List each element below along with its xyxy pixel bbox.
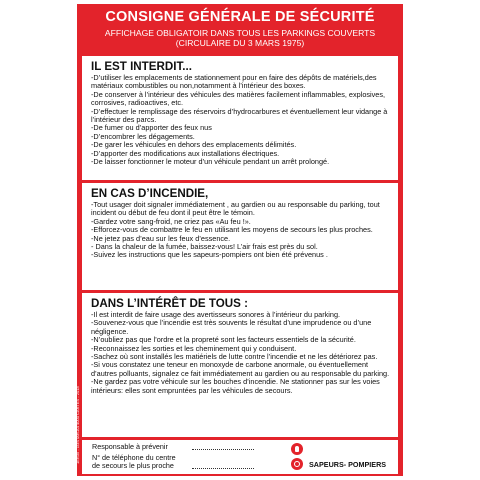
list-item: -De fumer ou d’apporter des feux nus	[91, 123, 212, 133]
list-item: -D’apporter des modifications aux installations électriques.	[91, 148, 280, 158]
footer-panel	[82, 440, 398, 474]
section-incendie-heading: EN CAS D’INCENDIE,	[91, 187, 209, 200]
phone-label-line-2: de secours le plus proche	[92, 461, 174, 470]
list-item: -Si vous constatez une teneur en monoxyde de carbone anormale, ou éventuellement	[91, 360, 369, 370]
list-item: -De laisser fonctionner le moteur d’un véhicule pendant un arrêt prolongé.	[91, 157, 330, 167]
list-item: -Gardez votre sang-froid, ne criez pas «Au feu !».	[91, 216, 251, 226]
phone-row	[92, 454, 272, 470]
list-item: -Ne jetez pas d’eau sur les feux d’essence.	[91, 233, 231, 243]
responsable-dotted-line	[192, 449, 254, 450]
sapeurs-pompiers-label: SAPEURS- POMPIERS	[309, 460, 387, 469]
list-item: -De garer les véhicules en dehors des emplacements délimités.	[91, 140, 297, 150]
list-item: d’autres polluants, signalez ce fait immédiatement au gardien ou au responsable du parking.	[91, 368, 390, 378]
phone-icon	[291, 458, 303, 470]
sign-subtitle	[77, 28, 403, 48]
list-item: -De conserver à l’intérieur des véhicules des matières facilement inflammables, explosives, corrosives, radioactives, etc.	[91, 89, 386, 108]
section-interdit-heading: IL EST INTERDIT...	[91, 60, 192, 73]
list-item: -D’effectuer le remplissage des réservoirs d’hydrocarbures et éventuellement leur vidange à l’intérieur des parcs.	[91, 106, 388, 125]
section-interet-heading: DANS L’INTÉRÊT DE TOUS :	[91, 297, 248, 310]
list-item: -Suivez les instructions que les sapeurs-pompiers ont bien été prévenus .	[91, 250, 328, 260]
subtitle-line-1: AFFICHAGE OBLIGATOIR DANS TOUS LES PARKINGS COUVERTS	[104, 28, 376, 38]
phone-dotted-line	[192, 468, 254, 469]
side-reference-label: 1ER35 - 1/3STAR-A4 4000 CARTES - 2018	[75, 386, 80, 464]
section-interdit-list	[91, 74, 392, 166]
phone-label-line-1: N° de téléphone du centre	[92, 453, 176, 462]
list-item: -Tout usager doit signaler immédiatement , au gardien ou au responsable du parking, tout incident ou début de feu dont il peut être le témoin.	[91, 200, 380, 218]
subtitle-line-2: (CIRCULAIRE DU 3 MARS 1975)	[175, 38, 305, 48]
responsable-label: Responsable à prévenir	[92, 442, 168, 451]
section-incendie-list	[91, 201, 392, 260]
sign-title: CONSIGNE GÉNÉRALE DE SÉCURITÉ	[105, 9, 375, 25]
list-item: - Dans la chaleur de la fumée, baissez-vous! L’air frais est près du sol.	[91, 242, 318, 252]
list-item: -D’encombrer les dégagements.	[91, 131, 195, 141]
section-incendie	[82, 183, 398, 290]
footer-fields	[92, 443, 272, 470]
responsable-row	[92, 443, 272, 451]
list-item: -Efforcez-vous de combattre le feu en utilisant les moyens de secours les plus proches.	[91, 225, 373, 235]
section-interet	[82, 293, 398, 437]
list-item: -Sachez où sont installés les matiériels de lutte contre l’incendie et ne les détériorez pas.	[91, 352, 378, 362]
list-item: -Ne gardez pas votre véhicule sur les bouches d’incendie. Ne stationner pas sur les voies intérieurs: elles sont empruntées par les véhicules de secours.	[91, 377, 380, 395]
list-item: -Reconnaissez les sorties et les cheminement qui y conduisent.	[91, 343, 297, 353]
list-item: -D’utiliser les emplacements de stationnement pour en faire des dépôts de matériels,des matériaux combustibles ou non,notamment à l’intérieur des boxes.	[91, 73, 377, 91]
list-item: -Il est interdit de faire usage des avertisseurs sonores à l’intérieur du parking.	[91, 310, 341, 319]
fire-alarm-icon	[291, 443, 303, 455]
section-interdit	[82, 56, 398, 180]
list-item: -N’oubliez pas que l’ordre et la propreté sont les facteurs essentiels de la sécurité.	[91, 335, 356, 345]
list-item: -Souvenez-vous que l’incendie est très souvents le résultat d’une imprudence ou d’une négligence.	[91, 318, 372, 336]
side-reference-text	[75, 304, 83, 464]
safety-sign	[77, 4, 403, 476]
section-interet-list	[91, 311, 392, 395]
